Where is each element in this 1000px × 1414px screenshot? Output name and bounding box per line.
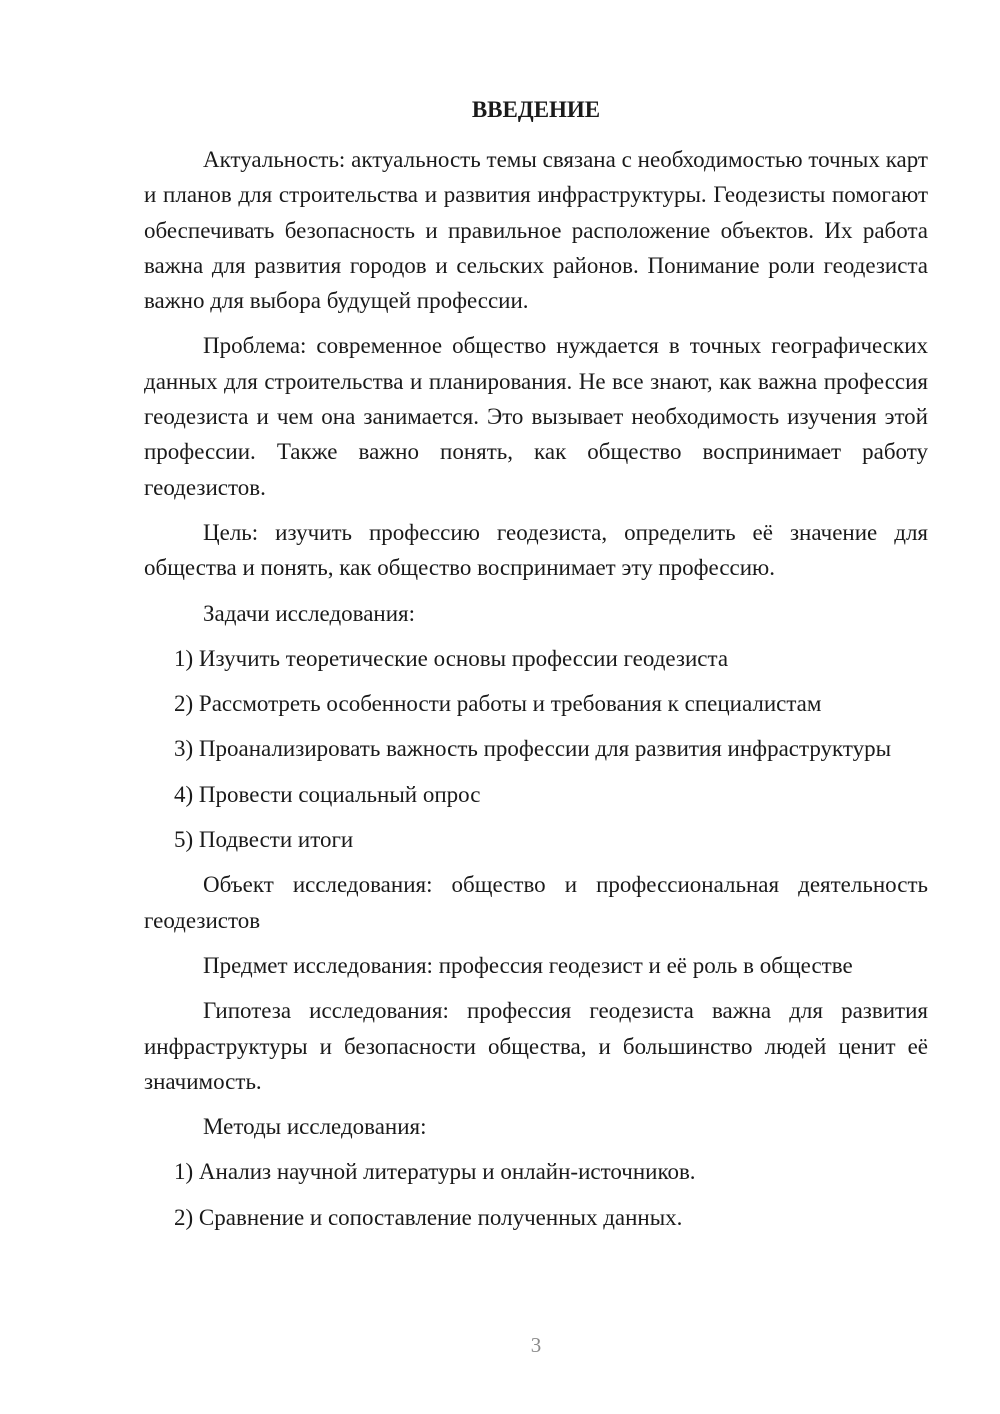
page-title: ВВЕДЕНИЕ [471,97,601,122]
tasks-heading: Задачи исследования: [203,600,416,626]
document-page [144,92,928,1245]
paragraph-hypothesis: Гипотеза исследования: профессия геодезиста важна для развития инфраструктуры и безопасности общества, и большинство людей ценит её значимость. [144,998,928,1094]
methods-heading: Методы исследования: [203,1114,427,1140]
task-item: 3) Проанализировать важность профессии для развития инфраструктуры [174,736,892,762]
paragraph-object: Объект исследования: общество и профессиональная деятельность геодезистов [144,872,928,933]
paragraph-problem: Проблема: современное общество нуждается в точных географических данных для строительства и планирования. Не все знают, как важна профессия геодезиста и чем она занимается. Это вызывает необходимость изучения этой профессии. Также важно понять, как общество воспринимает работу геодезистов. [144,333,928,500]
paragraph-goal: Цель: изучить профессию геодезиста, определить её значение для общества и понять, как общество воспринимает эту профессию. [144,519,928,581]
paragraph-subject: Предмет исследования: профессия геодезист и её роль в обществе [203,952,853,978]
paragraph-actuality: Актуальность: актуальность темы связана с необходимостью точных карт и планов для строительства и развития инфраструктуры. Геодезисты помогают обеспечивать безопасность и правильное расположение объектов. Их работа важна для развития городов и сельских районов. Понимание роли геодезиста важно для выбора будущей профессии. [144,147,928,314]
task-item: 2) Рассмотреть особенности работы и требования к специалистам [174,691,822,717]
page-number: 3 [530,1333,542,1357]
method-item: 1) Анализ научной литературы и онлайн-источников. [174,1159,696,1185]
task-item: 1) Изучить теоретические основы профессии геодезиста [174,645,729,671]
method-item: 2) Сравнение и сопоставление полученных данных. [174,1204,683,1230]
task-item: 4) Провести социальный опрос [174,781,481,807]
task-item: 5) Подвести итоги [174,827,354,853]
